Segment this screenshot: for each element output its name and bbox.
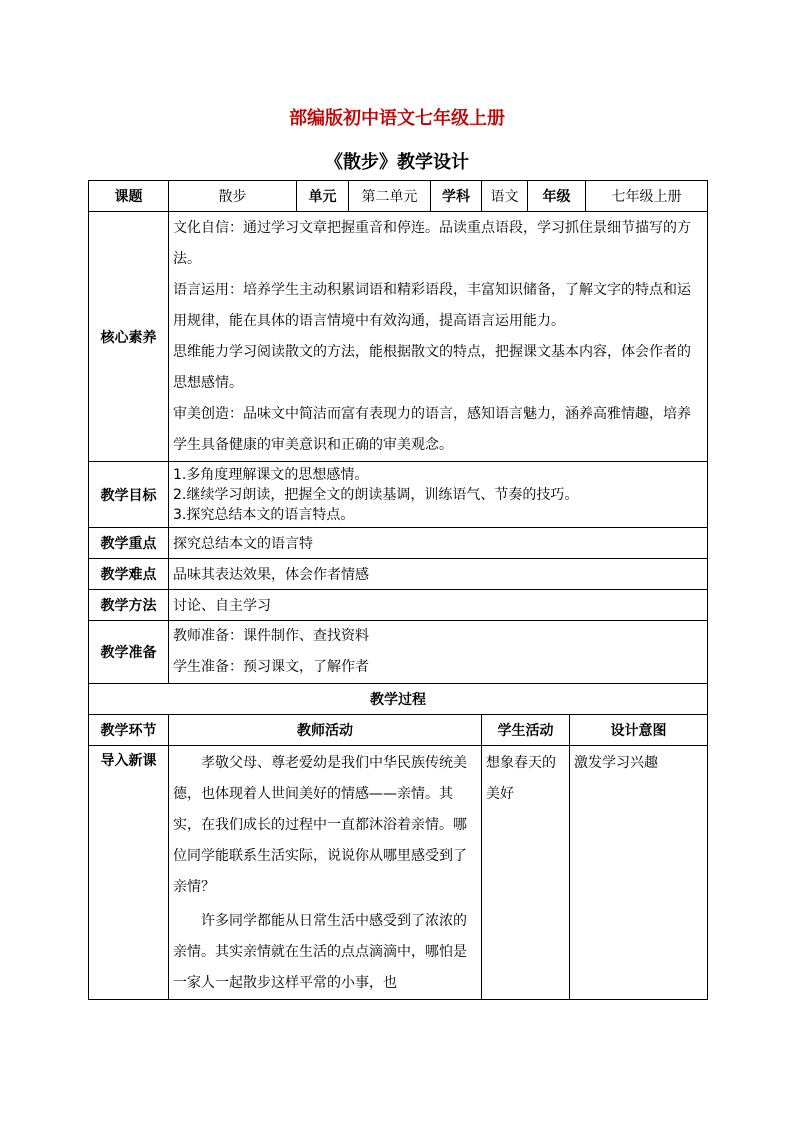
subject-value: 语文 <box>482 181 528 212</box>
preparation-label: 教学准备 <box>89 621 169 684</box>
grade-label: 年级 <box>528 181 586 212</box>
core-item-thinking: 思维能力学习阅读散文的方法，能根据散文的特点，把握课文基本内容，体会作者的思想感情。 <box>173 343 691 391</box>
document-header: 部编版初中语文七年级上册 <box>289 108 505 129</box>
focus-row <box>89 528 708 559</box>
core-item-aesthetics: 审美创造：品味文中简洁而富有表现力的语言，感知语言魅力，涵养高雅情趣，培养学生具备健康的审美意识和正确的审美观念。 <box>173 405 691 453</box>
method-row <box>89 590 708 621</box>
core-literacy-content <box>169 212 708 462</box>
topic-value: 散步 <box>169 181 297 212</box>
info-row <box>89 181 708 212</box>
difficulty-row <box>89 559 708 590</box>
grade-value: 七年级上册 <box>586 181 708 212</box>
objective-item: 2.继续学习朗读，把握全文的朗读基调，训练语气、节奏的技巧。 <box>173 486 579 503</box>
core-item-culture: 文化自信：通过学习文章把握重音和停连。品读重点语段，学习抓住景细节描写的方法。 <box>173 219 691 267</box>
method-value: 讨论、自主学习 <box>169 590 708 621</box>
teacher-activity-paragraph: 孝敬父母、尊老爱幼是我们中华民族传统美德，也体现着人世间美好的情感——亲情。其实，在我们成长的过程中一直都沐浴着亲情。哪位同学能联系生活实际，说说你从哪里感受到了亲情？ <box>173 755 467 895</box>
objectives-label: 教学目标 <box>89 462 169 528</box>
topic-label: 课题 <box>89 181 169 212</box>
header-student-activity: 学生活动 <box>482 715 570 746</box>
process-row-intro <box>89 746 708 1000</box>
design-intent-intro: 激发学习兴趣 <box>570 746 708 1000</box>
core-literacy-row <box>89 212 708 462</box>
difficulty-label: 教学难点 <box>89 559 169 590</box>
unit-value: 第二单元 <box>349 181 431 212</box>
objectives-row <box>89 462 708 528</box>
preparation-content <box>169 621 708 684</box>
preparation-row <box>89 621 708 684</box>
core-item-language: 语言运用：培养学生主动积累词语和精彩语段，丰富知识储备，了解文字的特点和运用规律，能在具体的语言情境中有效沟通，提高语言运用能力。 <box>173 281 691 329</box>
lesson-plan-table <box>88 180 708 1000</box>
core-literacy-label: 核心素养 <box>89 212 169 462</box>
teacher-activity-paragraph: 许多同学都能从日常生活中感受到了浓浓的亲情。其实亲情就在生活的点点滴滴中，哪怕是一家人一起散步这样平常的小事，也 <box>173 913 467 991</box>
teacher-preparation: 教师准备：课件制作、查找资料 <box>173 628 369 644</box>
unit-label: 单元 <box>297 181 349 212</box>
method-label: 教学方法 <box>89 590 169 621</box>
subject-label: 学科 <box>431 181 482 212</box>
objectives-content <box>169 462 708 528</box>
header-design-intent: 设计意图 <box>570 715 708 746</box>
header-stage: 教学环节 <box>89 715 169 746</box>
difficulty-value: 品味其表达效果，体会作者情感 <box>169 559 708 590</box>
stage-intro: 导入新课 <box>89 746 169 1000</box>
process-title-row <box>89 684 708 715</box>
focus-label: 教学重点 <box>89 528 169 559</box>
teacher-activity-intro <box>169 746 482 1000</box>
header-teacher-activity: 教师活动 <box>169 715 482 746</box>
objective-item: 1.多角度理解课文的思想感情。 <box>173 466 369 483</box>
document-title: 《散步》教学设计 <box>325 152 469 173</box>
student-preparation: 学生准备：预习课文，了解作者 <box>173 659 369 675</box>
process-header-row <box>89 715 708 746</box>
process-title: 教学过程 <box>89 684 708 715</box>
focus-value: 探究总结本文的语言特 <box>169 528 708 559</box>
student-activity-intro: 想象春天的美好 <box>482 746 570 1000</box>
objective-item: 3.探究总结本文的语言特点。 <box>173 506 355 523</box>
